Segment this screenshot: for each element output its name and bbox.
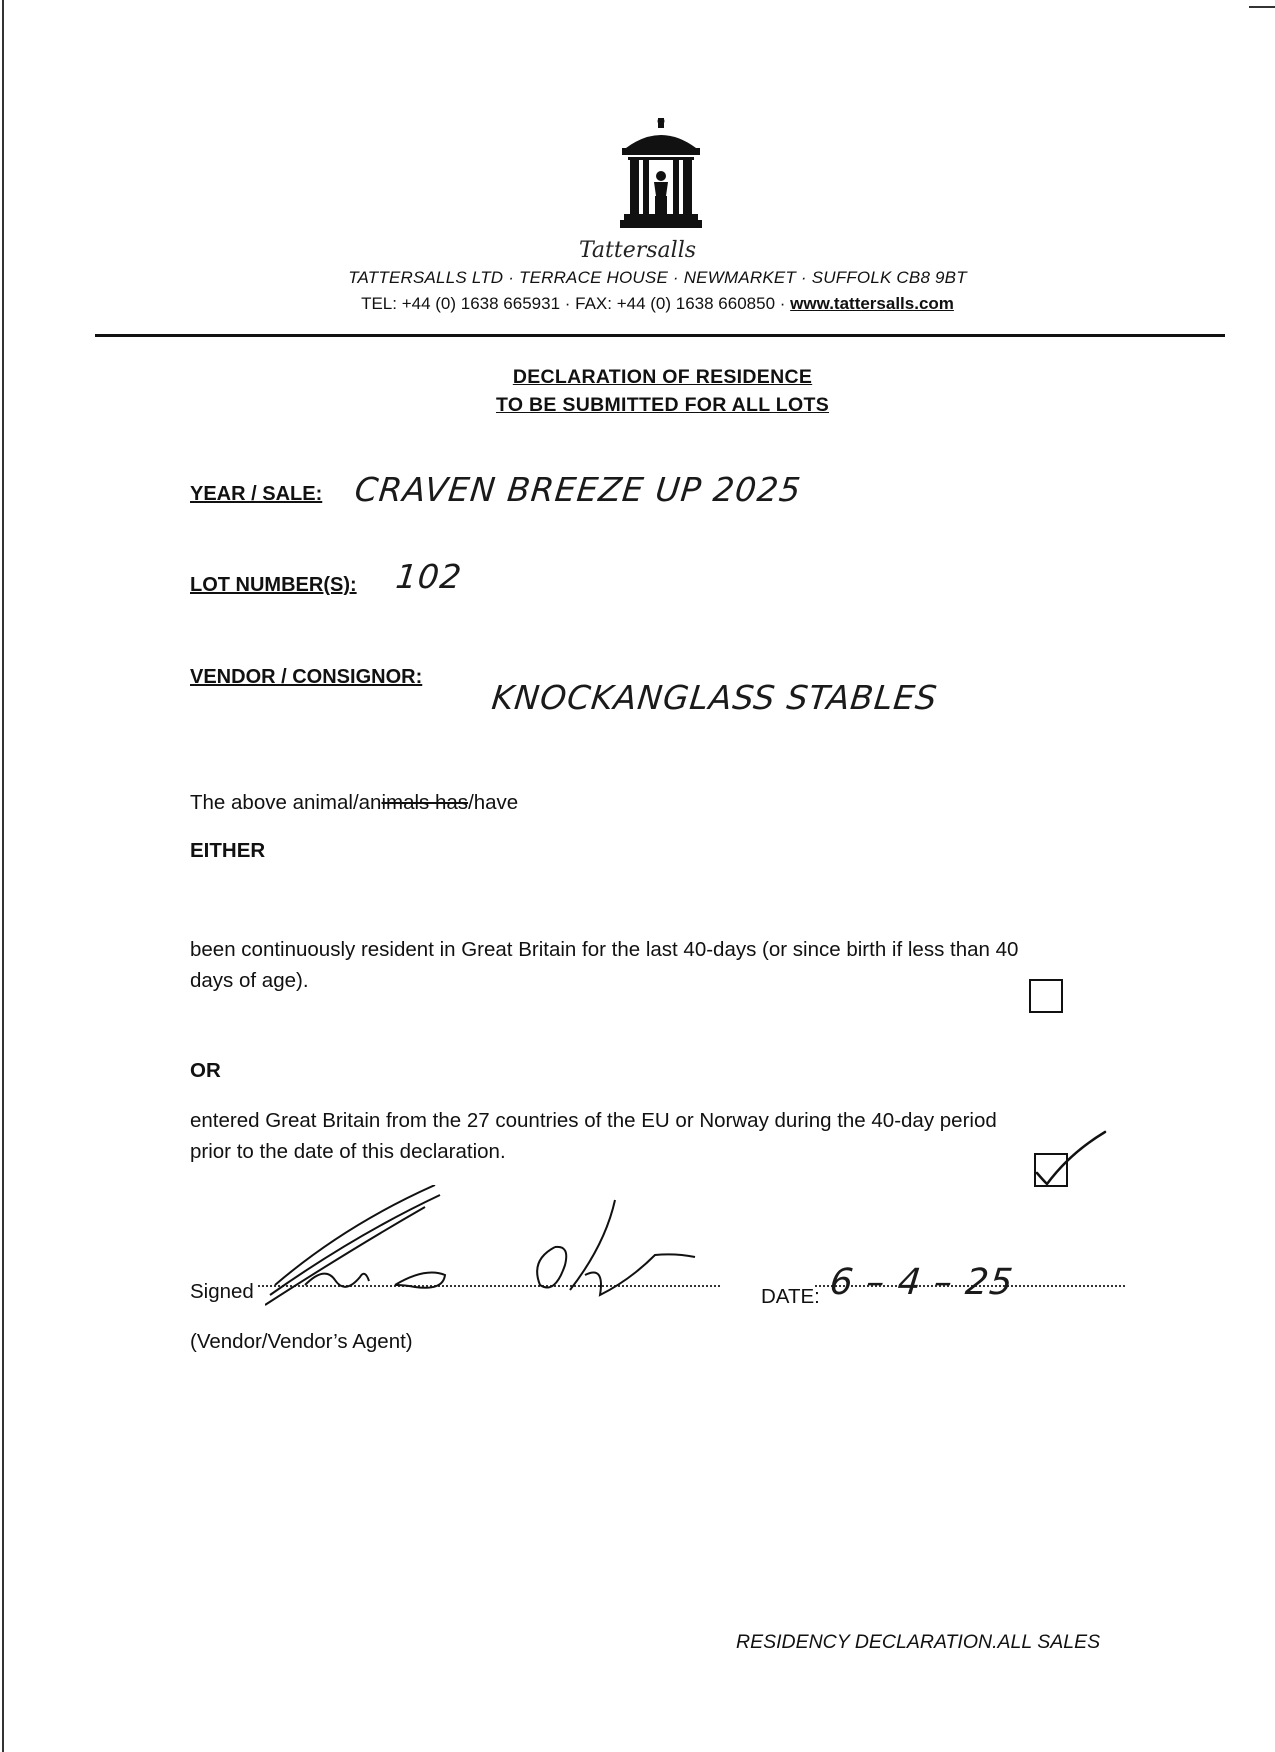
date-label: DATE: bbox=[761, 1285, 820, 1308]
option-entered-line1: entered Great Britain from the 27 countries of the EU or Norway during the 40-day period bbox=[190, 1109, 997, 1132]
animal-statement bbox=[190, 787, 518, 818]
year-sale-label: YEAR / SALE: bbox=[190, 483, 323, 505]
form-reference: RESIDENCY DECLARATION.ALL SALES bbox=[736, 1631, 1101, 1653]
brand-name: Tattersalls bbox=[578, 238, 697, 263]
option-resident-line2: days of age). bbox=[190, 969, 309, 992]
either-label: EITHER bbox=[190, 839, 266, 862]
scan-corner-mark bbox=[1249, 6, 1275, 8]
lot-number-label: LOT NUMBER(S): bbox=[190, 574, 357, 596]
vendor-consignor-label: VENDOR / CONSIGNOR: bbox=[190, 666, 423, 688]
company-address: TATTERSALLS LTD · TERRACE HOUSE · NEWMARKET · SUFFOLK CB8 9BT bbox=[348, 268, 967, 287]
statement-struck-text: imals has bbox=[381, 791, 469, 814]
or-label: OR bbox=[190, 1059, 221, 1082]
header-divider bbox=[95, 334, 1225, 337]
vendor-consignor-value[interactable]: KNOCKANGLASS STABLES bbox=[489, 678, 940, 717]
document-title: DECLARATION OF RESIDENCE bbox=[512, 366, 813, 388]
lot-number-value[interactable]: 102 bbox=[393, 557, 465, 596]
contact-line bbox=[0, 294, 1275, 314]
option-resident-text bbox=[190, 934, 1018, 996]
document-subtitle: TO BE SUBMITTED FOR ALL LOTS bbox=[495, 394, 830, 416]
date-value[interactable]: 6 – 4 – 25 bbox=[827, 1262, 1016, 1303]
rotunda-statue-icon bbox=[618, 118, 704, 230]
signed-label: Signed bbox=[190, 1280, 254, 1303]
option-entered-line2: prior to the date of this declaration. bbox=[190, 1140, 506, 1163]
option-resident-line1: been continuously resident in Great Britain for the last 40-days (or since birth if less than 40 bbox=[190, 938, 1019, 961]
option-resident-checkbox[interactable] bbox=[1029, 979, 1063, 1013]
statement-suffix: /have bbox=[468, 791, 519, 814]
handwritten-check-icon bbox=[1025, 1128, 1110, 1193]
statement-prefix: The above animal/an bbox=[190, 791, 382, 814]
handwritten-signature-icon bbox=[265, 1185, 775, 1315]
website-link[interactable]: www.tattersalls.com bbox=[790, 294, 954, 313]
vendor-agent-label: (Vendor/Vendor’s Agent) bbox=[190, 1330, 413, 1353]
year-sale-value[interactable]: CRAVEN BREEZE UP 2025 bbox=[352, 470, 804, 509]
option-entered-text bbox=[190, 1105, 997, 1167]
contact-phone-fax: TEL: +44 (0) 1638 665931 · FAX: +44 (0) 1638 660850 · bbox=[361, 294, 791, 313]
